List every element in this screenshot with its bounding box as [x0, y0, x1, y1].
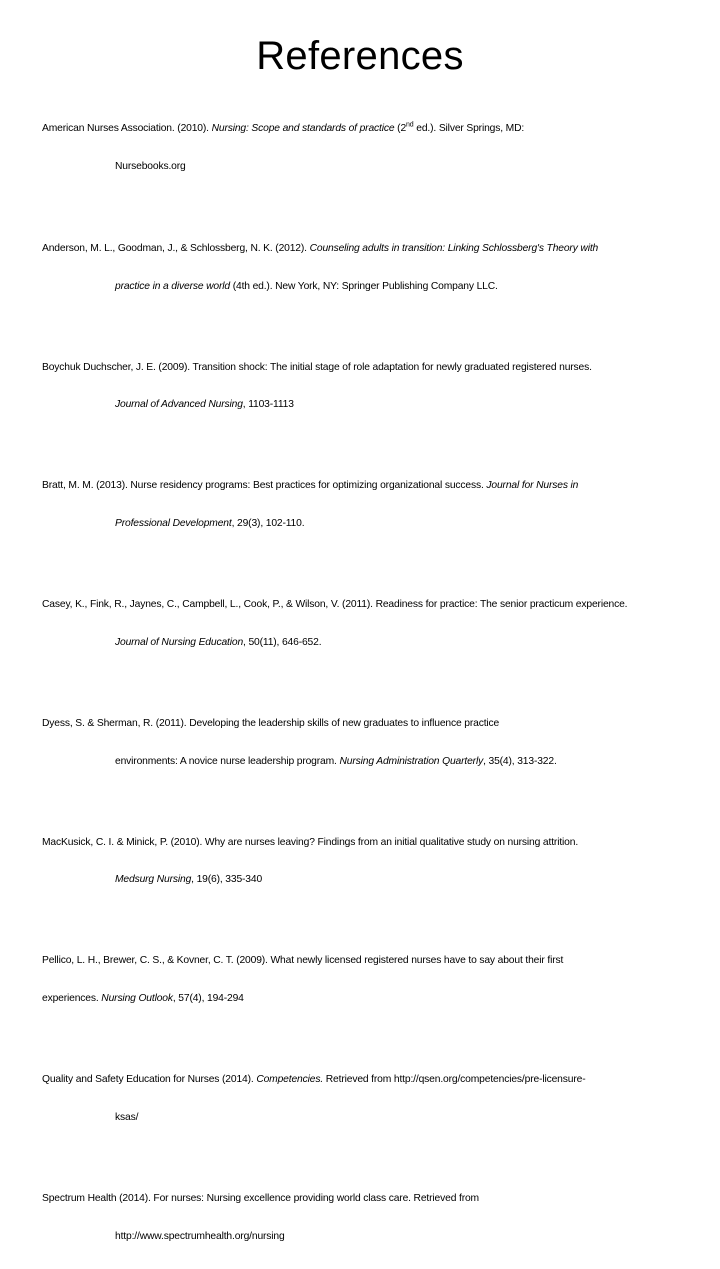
reference-item: Boychuk Duchscher, J. E. (2009). Transition shock: The initial stage of role adaptation for newly graduated registered nurses. Journal of Advanced Nursing, 1103-1113	[42, 361, 592, 411]
reference-item: Spectrum Health (2014). For nurses: Nursing excellence providing world class care. Retrieved from http://www.spectrumhealth.org/nursing	[42, 1192, 479, 1242]
reference-item: Pellico, L. H., Brewer, C. S., & Kovner, C. T. (2009). What newly licensed registered nurses have to say about their first experiences. Nursing Outlook, 57(4), 194-294	[42, 955, 564, 1005]
reference-item: American Nurses Association. (2010). Nursing: Scope and standards of practice (2nd ed.). Silver Springs, MD: Nursebooks.org	[42, 121, 525, 172]
reference-item: Casey, K., Fink, R., Jaynes, C., Campbell, L., Cook, P., & Wilson, V. (2011). Readiness for practice: The senior practicum experience. Journal of Nursing Education, 50(11), 646-652.	[42, 599, 628, 648]
reference-item: Quality and Safety Education for Nurses (2014). Competencies. Retrieved from http://qsen.org/competencies/pre-licensure- ksas/	[42, 1074, 586, 1123]
reference-list	[42, 98, 692, 1269]
reference-item: Dyess, S. & Sherman, R. (2011). Developing the leadership skills of new graduates to influence practice environments: A novice nurse leadership program. Nursing Administration Quarterly, 35(4), 313-322.	[42, 717, 557, 767]
reference-item: Anderson, M. L., Goodman, J., & Schlossberg, N. K. (2012). Counseling adults in transition: Linking Schlossberg's Theory with practice in a diverse world (4th ed.). New York, NY: Springer Publishing Company LLC.	[42, 242, 599, 292]
reference-item: Bratt, M. M. (2013). Nurse residency programs: Best practices for optimizing organizational success. Journal for Nurses in Professional Development, 29(3), 102-110.	[42, 480, 579, 530]
reference-item: MacKusick, C. I. & Minick, P. (2010). Why are nurses leaving? Findings from an initial qualitative study on nursing attrition. Medsurg Nursing, 19(6), 335-340	[42, 836, 579, 886]
page-title: References	[256, 34, 464, 78]
